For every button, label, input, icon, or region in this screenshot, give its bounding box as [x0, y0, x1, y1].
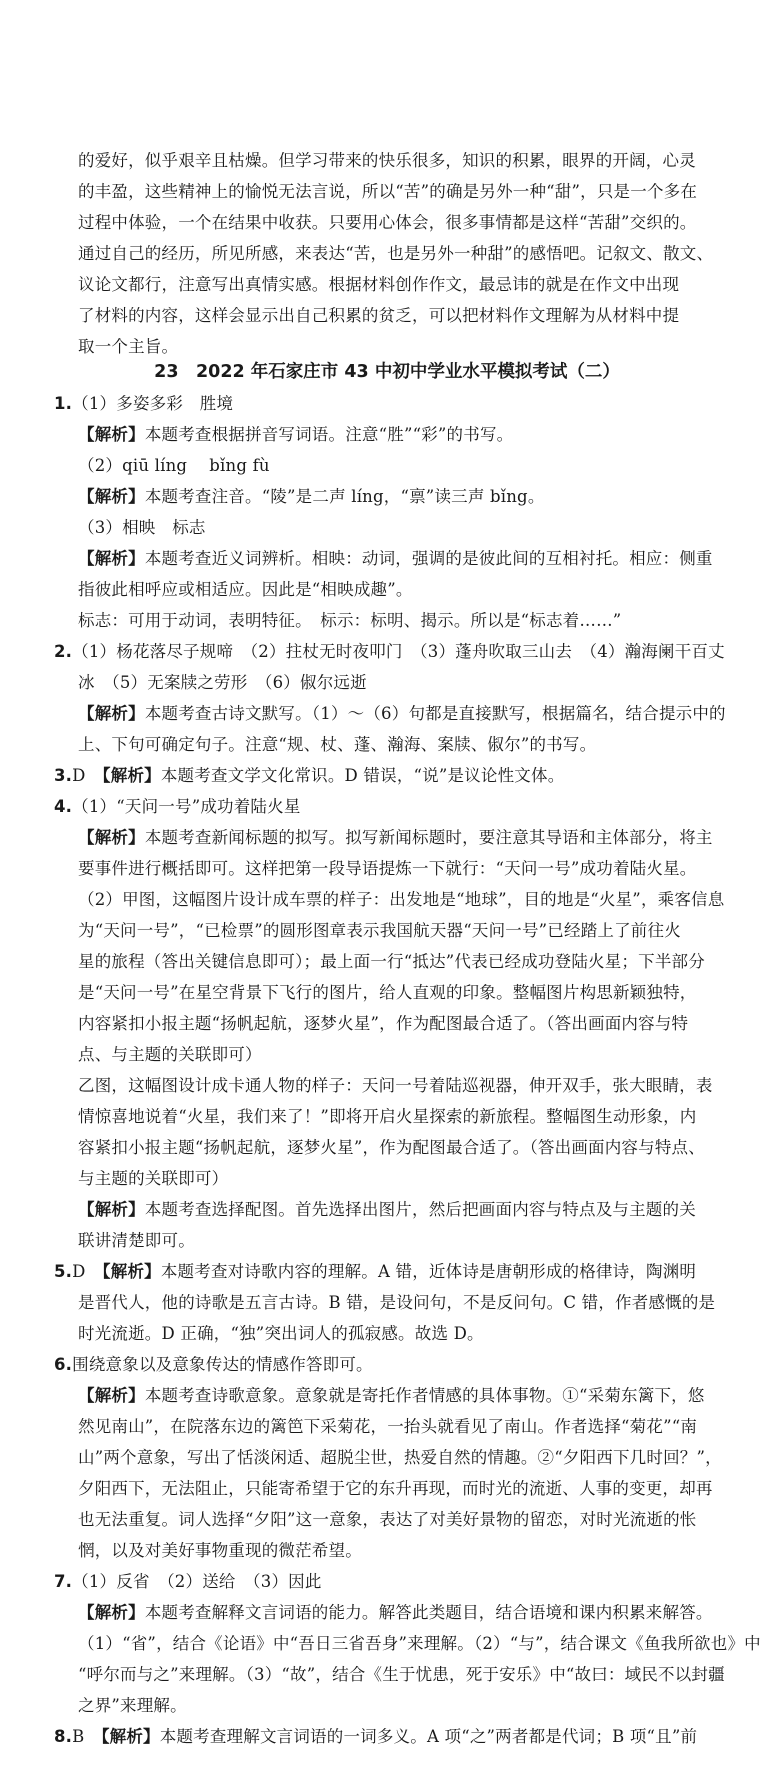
analysis-text: 本题考查对诗歌内容的理解。A 错，近体诗是唐朝形成的格律诗，陶渊明	[160, 1262, 697, 1281]
analysis-tag: 【解析】	[78, 1603, 145, 1622]
question-number: 3.	[54, 766, 73, 785]
analysis-text: 本题考查理解文言词语的一词多义。A 项“之”两者都是代词；B 项“且”前	[159, 1727, 698, 1746]
question-2-analysis	[78, 699, 726, 729]
question-6-analysis	[78, 1381, 718, 1411]
analysis-text: 本题考查文学文化常识。D 错误，“说”是议论性文体。	[160, 766, 565, 785]
question-6-line: 山”两个意象，写出了恬淡闲适、超脱尘世，热爱自然的情趣。②“夕阳西下几时回？”，	[78, 1448, 722, 1467]
analysis-tag: 【解析】	[78, 549, 145, 568]
question-1-analysis-2	[78, 482, 718, 512]
analysis-tag: 【解析】	[102, 1262, 161, 1281]
analysis-tag: 【解析】	[78, 828, 145, 847]
question-4-line: 联讲清楚即可。	[78, 1231, 195, 1250]
question-number: 2.	[54, 642, 73, 661]
question-4-line: 容紧扣小报主题“扬帆起航，逐梦火星”，作为配图最合适了。（答出画面内容与特点、	[78, 1138, 705, 1157]
answer-text: B	[72, 1727, 102, 1746]
question-number: 4.	[54, 797, 73, 816]
intro-line: 议论文都行，注意写出真情实感。根据材料创作作文，最忌讳的就是在作文中出现	[78, 275, 680, 294]
analysis-text: 本题考查解释文言词语的能力。解答此类题目，结合语境和课内积累来解答。	[144, 1603, 713, 1622]
question-4-line: 内容紧扣小报主题“扬帆起航，逐梦火星”，作为配图最合适了。（答出画面内容与特	[78, 1014, 689, 1033]
question-6-line: 也无法重复。词人选择“夕阳”这一意象，表达了对美好景物的留恋，对时光流逝的怅	[78, 1510, 697, 1529]
question-4-line: 是“天问一号”在星空背景下飞行的图片，给人直观的印象。整幅图片构思新颖独特，	[78, 983, 697, 1002]
question-7-line: “呼尔而与之”来理解。（3）“故”，结合《生于忧患，死于安乐》中“故曰：域民不以封疆	[78, 1665, 725, 1684]
question-4-line: （2）甲图，这幅图片设计成车票的样子：出发地是“地球”，目的地是“火星”，乘客信息	[78, 890, 725, 909]
question-1-analysis-3-cont: 标志：可用于动词，表明特征。 标示：标明、揭示。所以是“标志着……”	[78, 611, 622, 630]
question-1-analysis-1	[78, 420, 718, 450]
analysis-tag: 【解析】	[102, 766, 161, 785]
intro-line: 了材料的内容，这样会显示出自己积累的贫乏，可以把材料作文理解为从材料中提	[78, 306, 680, 325]
question-number: 1.	[54, 394, 73, 413]
analysis-text: 本题考查新闻标题的拟写。拟写新闻标题时，要注意其导语和主体部分，将主	[144, 828, 713, 847]
question-4-line: 星的旅程（答出关键信息即可）；最上面一行“抵达”代表已经成功登陆火星；下半部分	[78, 952, 705, 971]
question-4-line: 为“天问一号”，“已检票”的圆形图章表示我国航天器“天问一号”已经踏上了前往火	[78, 921, 681, 940]
analysis-tag: 【解析】	[78, 1386, 145, 1405]
question-4-analysis-2	[78, 1195, 718, 1225]
intro-line: 的丰盈，这些精神上的愉悦无法言说，所以“苦”的确是另外一种“甜”，只是一个多在	[78, 182, 698, 201]
question-4-line: 要事件进行概括即可。这样把第一段导语提炼一下就行：“天问一号”成功着陆火星。	[78, 859, 697, 878]
question-5-line: 是晋代人，他的诗歌是五言古诗。B 错，是设问句，不是反问句。C 错，作者感慨的是	[78, 1293, 716, 1312]
question-1-analysis-3-cont: 指彼此相呼应或相适应。因此是“相映成趣”。	[78, 580, 413, 599]
answer-text: D	[72, 766, 103, 785]
question-6-line: 夕阳西下，无法阻止，只能寄希望于它的东升再现，而时光的流逝、人事的变更，却再	[78, 1479, 713, 1498]
analysis-tag: 【解析】	[78, 425, 145, 444]
question-4-line: 与主题的关联即可）	[78, 1169, 229, 1188]
answer-text: D	[72, 1262, 103, 1281]
question-7-line: （1）“省”，结合《论语》中“吾日三省吾身”来理解。（2）“与”，结合课文《鱼我所欲也》中	[78, 1634, 761, 1653]
analysis-text: 本题考查近义词辨析。相映：动词，强调的是彼此间的互相衬托。相应：侧重	[144, 549, 713, 568]
question-5-line: 时光流逝。D 正确，“独”突出词人的孤寂感。故选 D。	[78, 1324, 484, 1343]
question-4-answer-1	[54, 792, 694, 822]
analysis-tag: 【解析】	[101, 1727, 160, 1746]
analysis-tag: 【解析】	[78, 487, 145, 506]
intro-line: 取一个主旨。	[78, 337, 179, 356]
question-1-answer-1	[54, 389, 694, 419]
question-6-answer	[54, 1350, 694, 1380]
analysis-text: 本题考查古诗文默写。（1）～（6）句都是直接默写，根据篇名，结合提示中的	[144, 704, 726, 723]
question-number: 5.	[54, 1262, 73, 1281]
question-7-analysis	[78, 1598, 718, 1628]
answer-text: （1）杨花落尽子规啼 （2）拄杖无时夜叩门 （3）蓬舟吹取三山去 （4）瀚海阑干百丈	[72, 642, 725, 661]
answer-text: （1）反省 （2）送给 （3）因此	[72, 1572, 322, 1591]
question-6-line: 惘，以及对美好事物重现的微茫希望。	[78, 1541, 362, 1560]
question-2-answer	[54, 637, 725, 667]
question-number: 8.	[54, 1727, 73, 1746]
question-2-answer-cont: 冰 （5）无案牍之劳形 （6）俶尔远逝	[78, 673, 367, 692]
intro-line: 通过自己的经历，所见所感，来表达“苦，也是另外一种甜”的感悟吧。记叙文、散文、	[78, 244, 714, 263]
section-title: 23 2022 年石家庄市 43 中初中学业水平模拟考试（二）	[154, 362, 620, 382]
answer-text: 围绕意象以及意象传达的情感作答即可。	[72, 1355, 373, 1374]
analysis-tag: 【解析】	[78, 1200, 145, 1219]
question-6-line: 然见南山”，在院落东边的篱笆下采菊花，一抬头就看见了南山。作者选择“菊花”“南	[78, 1417, 698, 1436]
question-number: 7.	[54, 1572, 73, 1591]
answer-text: （1）“天问一号”成功着陆火星	[72, 797, 301, 816]
question-2-analysis-cont: 上、下句可确定句子。注意“规、杖、蓬、瀚海、案牍、俶尔”的书写。	[78, 735, 597, 754]
question-8	[54, 1722, 698, 1752]
question-1-analysis-3	[78, 544, 718, 574]
question-1-answer-3: （3）相映 标志	[78, 518, 206, 537]
question-4-line: 情惊喜地说着“火星，我们来了！”即将开启火星探索的新旅程。整幅图生动形象，内	[78, 1107, 697, 1126]
question-3	[54, 761, 694, 791]
question-4-analysis-1	[78, 823, 718, 853]
analysis-text: 本题考查注音。“陵”是二声 líng，“禀”读三声 bǐng。	[144, 487, 545, 506]
question-1-answer-2: （2）qiū líng bǐng fù	[78, 456, 270, 475]
analysis-tag: 【解析】	[78, 704, 145, 723]
analysis-text: 本题考查诗歌意象。意象就是寄托作者情感的具体事物。①“采菊东篱下，悠	[144, 1386, 705, 1405]
intro-line: 的爱好，似乎艰辛且枯燥。但学习带来的快乐很多，知识的积累，眼界的开阔，心灵	[78, 151, 696, 170]
question-4-line: 乙图，这幅图设计成卡通人物的样子：天问一号着陆巡视器，伸开双手，张大眼睛，表	[78, 1076, 713, 1095]
intro-line: 过程中体验，一个在结果中收获。只要用心体会，很多事情都是这样“苦甜”交织的。	[78, 213, 697, 232]
question-4-line: 点、与主题的关联即可）	[78, 1045, 262, 1064]
answer-text: （1）多姿多彩 胜境	[72, 394, 234, 413]
question-7-line: 之界”来理解。	[78, 1696, 187, 1715]
analysis-text: 本题考查根据拼音写词语。注意“胜”“彩”的书写。	[144, 425, 514, 444]
question-number: 6.	[54, 1355, 73, 1374]
analysis-text: 本题考查选择配图。首先选择出图片，然后把画面内容与特点及与主题的关	[144, 1200, 696, 1219]
question-5	[54, 1257, 697, 1287]
question-7-answer	[54, 1567, 694, 1597]
